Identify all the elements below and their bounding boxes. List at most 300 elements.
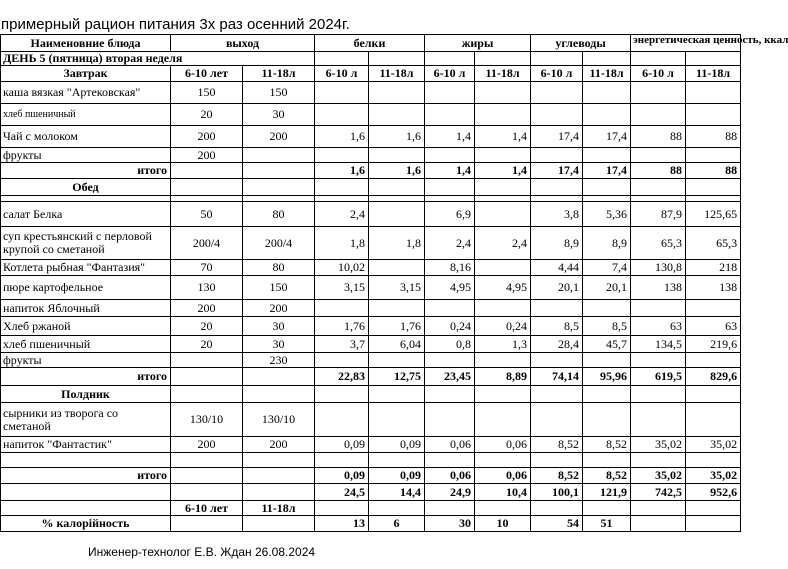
value-cell [631,82,686,104]
table-row [1,82,741,104]
value-cell [475,82,531,104]
value-cell: 3,15 [315,276,369,300]
value-cell: 0,09 [315,468,369,484]
value-cell [243,516,315,532]
value-cell: 22,83 [315,368,369,386]
value-cell: 12,75 [369,368,425,386]
value-cell: 80 [243,260,315,276]
value-cell: 30 [243,317,315,336]
value-cell [583,403,631,437]
empty-cell [171,386,243,403]
value-cell [369,104,425,126]
value-cell: 200 [171,126,243,148]
value-cell: 63 [631,317,686,336]
empty-cell [425,453,475,468]
total-label: итого [1,368,171,386]
value-cell: 121,9 [583,484,631,501]
value-cell [425,82,475,104]
value-cell: 88 [631,163,686,179]
value-cell: 0,24 [425,317,475,336]
value-cell [686,353,741,368]
table-row [1,317,741,336]
table-row [1,104,741,126]
value-cell: 230 [243,353,315,368]
value-cell: 1,76 [369,317,425,336]
value-cell: 200/4 [171,227,243,260]
value-cell: 24,9 [425,484,475,501]
empty-cell [686,453,741,468]
value-cell [425,300,475,317]
value-cell: 88 [631,126,686,148]
value-cell: 35,02 [631,437,686,453]
empty-cell [583,386,631,403]
age-column-header: 11-18л [243,66,315,82]
value-cell: 125,65 [686,202,741,227]
value-cell: 200 [243,300,315,317]
empty-cell [315,52,369,66]
value-cell: 17,4 [531,126,583,148]
value-cell [531,82,583,104]
value-cell [531,403,583,437]
value-cell: 200 [171,148,243,163]
value-cell: 50 [171,202,243,227]
empty-cell [686,52,741,66]
value-cell: 4,95 [475,276,531,300]
empty-cell [631,453,686,468]
value-cell [171,484,243,501]
value-cell: 10,4 [475,484,531,501]
table-row [1,300,741,317]
empty-cell [243,386,315,403]
value-cell: 5,36 [583,202,631,227]
empty-cell [315,179,369,196]
value-cell: 51 [583,516,631,532]
value-cell: 1,4 [475,126,531,148]
value-cell: 150 [243,82,315,104]
value-cell [631,516,686,532]
value-cell [369,148,425,163]
total-row [1,468,741,484]
table-row [1,148,741,163]
value-cell [369,353,425,368]
value-cell: 1,6 [315,126,369,148]
value-cell [475,260,531,276]
empty-cell [686,386,741,403]
value-cell: 10,02 [315,260,369,276]
value-cell: 8,52 [583,437,631,453]
value-cell: 80 [243,202,315,227]
empty-cell [315,501,369,516]
empty-cell [315,453,369,468]
value-cell: 0,8 [425,336,475,353]
table-row [1,260,741,276]
value-cell: 4,44 [531,260,583,276]
empty-cell [583,501,631,516]
dish-name: напиток "Фантастик" [1,437,171,453]
day-label: ДЕНЬ 5 (пятница) вторая неделя [1,52,315,66]
dish-name: хлеб пшеничный [1,104,171,126]
value-cell: 130/10 [243,403,315,437]
value-cell [243,148,315,163]
value-cell: 20,1 [583,276,631,300]
value-cell [531,148,583,163]
value-cell: 65,3 [631,227,686,260]
value-cell: 1,4 [425,126,475,148]
dish-name: Хлеб ржаной [1,317,171,336]
value-cell [475,403,531,437]
value-cell [686,82,741,104]
section-snack: Полдник [1,386,171,403]
section-breakfast: Завтрак [1,66,171,82]
total-row [1,163,741,179]
empty-cell [369,453,425,468]
value-cell: 30 [243,104,315,126]
value-cell: 35,02 [686,437,741,453]
value-cell: 150 [243,276,315,300]
value-cell: 3,8 [531,202,583,227]
value-cell: 24,5 [315,484,369,501]
grand-total-row [1,484,741,501]
empty-cell [583,179,631,196]
value-cell [686,148,741,163]
document-title: примерный рацион питания 3х раз осенний 2024г. [1,16,350,33]
value-cell: 0,06 [475,437,531,453]
age-column-header: 11-18л [369,66,425,82]
total-label: итого [1,468,171,484]
value-cell: 100,1 [531,484,583,501]
value-cell [315,82,369,104]
value-cell: 1,8 [315,227,369,260]
empty-cell [631,52,686,66]
empty-cell [475,52,531,66]
value-cell: 134,5 [631,336,686,353]
value-cell: 45,7 [583,336,631,353]
value-cell [171,353,243,368]
value-cell [631,403,686,437]
value-cell: 1,4 [425,163,475,179]
value-cell: 150 [171,82,243,104]
value-cell: 35,02 [686,468,741,484]
value-cell: 6,9 [425,202,475,227]
value-cell: 7,4 [583,260,631,276]
value-cell: 0,09 [369,468,425,484]
value-cell: 20 [171,104,243,126]
empty-cell [631,179,686,196]
value-cell: 200 [243,126,315,148]
empty-cell [425,386,475,403]
empty-cell [531,179,583,196]
value-cell [243,484,315,501]
value-cell: 0,09 [369,437,425,453]
empty-cell [369,179,425,196]
empty-cell [475,386,531,403]
value-cell: 63 [686,317,741,336]
empty-cell [171,179,243,196]
value-cell: 2,4 [425,227,475,260]
age-column-header: 6-10 л [531,66,583,82]
value-cell: 2,4 [475,227,531,260]
total-label: итого [1,163,171,179]
table-row [1,336,741,353]
empty-cell [243,453,315,468]
header-dish: Наименовние блюда [1,35,171,52]
value-cell [583,104,631,126]
total-row [1,368,741,386]
empty-cell [531,52,583,66]
value-cell [243,163,315,179]
header-row [1,35,741,52]
value-cell: 1,6 [369,126,425,148]
value-cell: 138 [686,276,741,300]
value-cell: 87,9 [631,202,686,227]
section-lunch: Обед [1,179,171,196]
value-cell [686,300,741,317]
value-cell [369,403,425,437]
value-cell: 6,04 [369,336,425,353]
value-cell: 30 [425,516,475,532]
value-cell [369,82,425,104]
value-cell: 0,06 [425,468,475,484]
empty-cell [583,52,631,66]
value-cell: 1,6 [369,163,425,179]
value-cell: 829,6 [686,368,741,386]
dish-name: напиток Яблочный [1,300,171,317]
menu-table [0,34,788,532]
value-cell [315,300,369,317]
empty-cell [631,386,686,403]
value-cell: 20 [171,336,243,353]
age-column-header: 6-10 л [315,66,369,82]
dish-name: хлеб пшеничный [1,336,171,353]
value-cell: 138 [631,276,686,300]
value-cell [315,104,369,126]
value-cell: 88 [686,126,741,148]
breakfast-header-row [1,66,741,82]
value-cell: 70 [171,260,243,276]
value-cell [583,148,631,163]
value-cell [425,353,475,368]
empty-cell [531,501,583,516]
value-cell: 218 [686,260,741,276]
value-cell [531,353,583,368]
value-cell: 0,24 [475,317,531,336]
value-cell [315,353,369,368]
empty-cell [531,386,583,403]
empty-cell [475,501,531,516]
empty-cell [475,453,531,468]
dish-name: каша вязкая "Артековская" [1,82,171,104]
value-cell: 8,9 [583,227,631,260]
age-column-header: 11-18л [686,66,741,82]
empty-cell [583,453,631,468]
value-cell: 8,16 [425,260,475,276]
dish-name: суп крестьянский с перловой крупой со сметаной [1,227,171,260]
value-cell: 200 [171,437,243,453]
value-cell: 6 [369,516,425,532]
value-cell: 1,6 [315,163,369,179]
value-cell: 200 [171,300,243,317]
value-cell [243,368,315,386]
value-cell: 8,89 [475,368,531,386]
snack-header-row [1,386,741,403]
value-cell [425,403,475,437]
value-cell [531,104,583,126]
value-cell: 8,5 [531,317,583,336]
value-cell [425,148,475,163]
empty-cell [475,179,531,196]
value-cell: 95,96 [583,368,631,386]
value-cell: 219,6 [686,336,741,353]
value-cell [631,353,686,368]
value-cell: 2,4 [315,202,369,227]
empty-cell [686,501,741,516]
empty-cell [1,501,171,516]
empty-cell [243,179,315,196]
value-cell: 0,06 [475,468,531,484]
value-cell: 3,15 [369,276,425,300]
value-cell: 88 [686,163,741,179]
header-fat: жиры [425,35,531,52]
empty-cell [369,386,425,403]
table-row [1,227,741,260]
value-cell: 619,5 [631,368,686,386]
dish-name: фрукты [1,353,171,368]
value-cell: 20 [171,317,243,336]
value-cell: 35,02 [631,468,686,484]
age-column-header: 6-10 лет [171,501,243,516]
dish-name: Чай с молоком [1,126,171,148]
value-cell: 130 [171,276,243,300]
table-row [1,403,741,437]
value-cell: 28,4 [531,336,583,353]
value-cell [686,516,741,532]
value-cell: 130,8 [631,260,686,276]
value-cell: 952,6 [686,484,741,501]
empty-cell [631,501,686,516]
value-cell: 65,3 [686,227,741,260]
value-cell: 0,06 [425,437,475,453]
value-cell [369,300,425,317]
dish-name: фрукты [1,148,171,163]
age-column-header: 11-18л [475,66,531,82]
value-cell [531,300,583,317]
value-cell: 8,52 [531,468,583,484]
age-row [1,501,741,516]
value-cell [315,403,369,437]
empty-cell [425,179,475,196]
value-cell [243,468,315,484]
value-cell: 4,95 [425,276,475,300]
value-cell: 54 [531,516,583,532]
value-cell [425,104,475,126]
dish-name: сырники из творога со сметаной [1,403,171,437]
value-cell [171,468,243,484]
signature-line: Инженер-технолог Е.В. Ждан 26.08.2024 [88,545,316,559]
value-cell: 30 [243,336,315,353]
value-cell: 1,76 [315,317,369,336]
empty-cell [425,52,475,66]
value-cell [315,148,369,163]
value-cell [631,104,686,126]
value-cell: 3,7 [315,336,369,353]
value-cell: 0,09 [315,437,369,453]
day-row [1,52,741,66]
value-cell [475,104,531,126]
age-column-header: 6-10 л [425,66,475,82]
empty-cell [369,52,425,66]
empty-cell [686,179,741,196]
table-row [1,437,741,453]
value-cell: 13 [315,516,369,532]
value-cell [475,148,531,163]
value-cell [475,202,531,227]
lunch-header-row [1,179,741,196]
value-cell [369,260,425,276]
age-column-header: 11-18л [583,66,631,82]
value-cell: 200 [243,437,315,453]
age-column-header: 6-10 лет [171,66,243,82]
age-column-header: 6-10 л [631,66,686,82]
value-cell [171,368,243,386]
value-cell: 8,52 [583,468,631,484]
dish-name: салат Белка [1,202,171,227]
value-cell: 17,4 [583,163,631,179]
value-cell: 130/10 [171,403,243,437]
value-cell: 8,52 [531,437,583,453]
header-carbs: углеводы [531,35,631,52]
value-cell [583,82,631,104]
empty-cell [531,453,583,468]
header-output: выход [171,35,315,52]
empty-cell [425,501,475,516]
empty-cell [1,453,171,468]
value-cell: 1,3 [475,336,531,353]
table-row [1,126,741,148]
header-energy: энергетическая ценность, ккал [631,35,741,52]
value-cell: 742,5 [631,484,686,501]
calorie-row [1,516,741,532]
value-cell [369,202,425,227]
value-cell [583,300,631,317]
value-cell: 8,9 [531,227,583,260]
dish-name: Котлета рыбная "Фантазия" [1,260,171,276]
header-protein: белки [315,35,425,52]
value-cell [475,353,531,368]
value-cell [171,516,243,532]
calorie-label: % калорійность [1,516,171,532]
value-cell [631,300,686,317]
value-cell [686,403,741,437]
table-row [1,353,741,368]
empty-cell [315,386,369,403]
value-cell: 20,1 [531,276,583,300]
value-cell [686,104,741,126]
empty-cell [369,501,425,516]
table-row [1,202,741,227]
empty-cell [1,484,171,501]
value-cell: 17,4 [583,126,631,148]
value-cell [475,300,531,317]
value-cell: 200/4 [243,227,315,260]
spacer-row [1,453,741,468]
value-cell: 10 [475,516,531,532]
value-cell: 1,4 [475,163,531,179]
value-cell: 1,8 [369,227,425,260]
value-cell: 23,45 [425,368,475,386]
value-cell: 74,14 [531,368,583,386]
value-cell: 8,5 [583,317,631,336]
table-row [1,276,741,300]
